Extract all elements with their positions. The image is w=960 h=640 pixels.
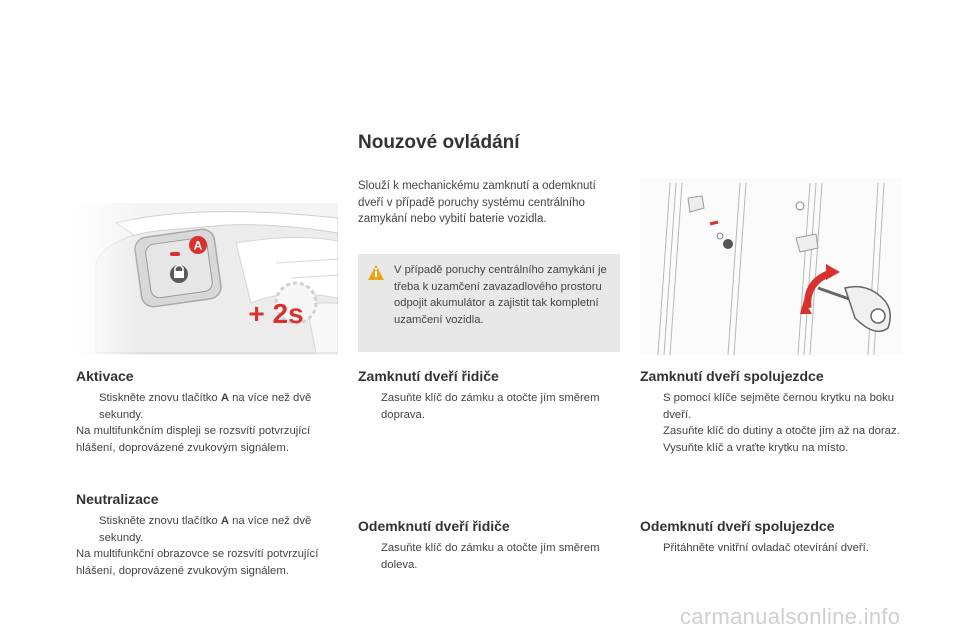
paragraph: Na multifunkční obrazovce se rozsvítí potvrzující hlášení, doprovázené zvukovým signálem. bbox=[76, 548, 319, 577]
note-text: V případě poruchy centrálního zamykání je třeba k uzamčení zavazadlového prostoru odpojit akumulátor a zajistit tak kompletní uzamčení vozidla. bbox=[394, 264, 607, 326]
section-title-zamknuti-ridice: Zamknutí dveří řidiče bbox=[358, 368, 499, 384]
door-key-illustration bbox=[640, 178, 903, 355]
section-title-odemknuti-ridice: Odemknutí dveří řidiče bbox=[358, 518, 510, 534]
section-aktivace bbox=[76, 390, 338, 456]
section-title-zamknuti-spolujezdce: Zamknutí dveří spolujezdce bbox=[640, 368, 824, 384]
list-item: Vysuňte klíč a vraťte krytku na místo. bbox=[663, 441, 849, 454]
list-item: Zasuňte klíč do dutiny a otočte jím až na doraz. bbox=[663, 425, 900, 437]
section-title-odemknuti-spolujezdce: Odemknutí dveří spolujezdce bbox=[640, 518, 835, 534]
section-odemknuti-spolujezdce bbox=[640, 540, 902, 557]
section-neutralizace bbox=[76, 513, 338, 579]
section-odemknuti-ridice bbox=[358, 540, 623, 573]
watermark: carmanualsonline.info bbox=[680, 604, 901, 629]
section-zamknuti-ridice bbox=[358, 390, 623, 423]
page-title: Nouzové ovládání bbox=[358, 132, 520, 153]
info-note bbox=[358, 254, 620, 352]
paragraph: Na multifunkčním displeji se rozsvítí potvrzující hlášení, doprovázené zvukovým signálem. bbox=[76, 425, 311, 454]
list-item: S pomocí klíče sejměte černou krytku na boku dveří. bbox=[663, 392, 895, 421]
section-zamknuti-spolujezdce bbox=[640, 390, 902, 456]
list-item: Zasuňte klíč do zámku a otočte jím směrem doprava. bbox=[381, 392, 600, 421]
section-title-aktivace: Aktivace bbox=[76, 368, 134, 384]
lock-button-illustration bbox=[76, 203, 338, 355]
list-item: Stiskněte znovu tlačítko A na více než dvě sekundy. bbox=[99, 515, 312, 544]
list-item: Přitáhněte vnitřní ovladač otevírání dveří. bbox=[663, 542, 869, 554]
section-title-neutralizace: Neutralizace bbox=[76, 491, 159, 507]
list-item: Zasuňte klíč do zámku a otočte jím směrem doleva. bbox=[381, 542, 600, 571]
list-item: Stiskněte znovu tlačítko A na více než dvě sekundy. bbox=[99, 392, 312, 421]
intro-text: Slouží k mechanickému zamknutí a odemknutí dveří v případě poruchy systému centrálního zamykání nebo vybití baterie vozidla. bbox=[358, 180, 596, 225]
info-icon bbox=[367, 264, 385, 282]
